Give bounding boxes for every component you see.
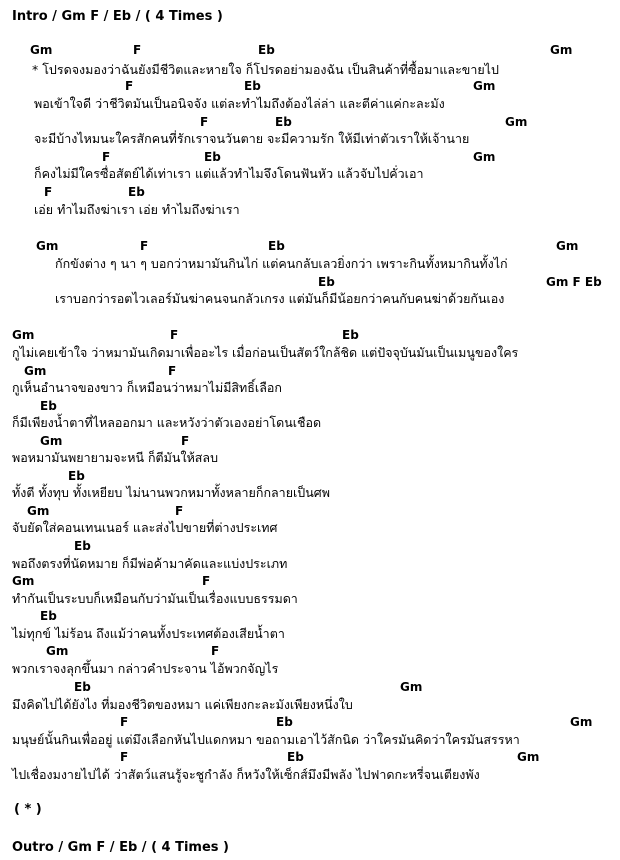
chord-label: Gm bbox=[556, 239, 579, 253]
chord-label: Gm bbox=[570, 715, 593, 729]
chord-label: F bbox=[211, 644, 220, 658]
chord-label: Eb bbox=[40, 399, 57, 413]
chord-label: Gm bbox=[473, 150, 496, 164]
chord-label: Gm bbox=[550, 43, 573, 57]
intro-line: Intro / Gm F / Eb / ( 4 Times ) bbox=[12, 9, 223, 24]
lyric-line: มนุษย์นั้นกินเพื่ออยู่ แต่มึงเลือกหันไปแดกหมา ขอถามเอาไว้สักนิด ว่าใครมันคิดว่าใครมันสรรหา bbox=[12, 732, 520, 747]
outro-line: Outro / Gm F / Eb / ( 4 Times ) bbox=[12, 840, 230, 855]
chord-label: Gm bbox=[40, 434, 63, 448]
chord-label: Gm bbox=[24, 364, 47, 378]
chord-label: F bbox=[181, 434, 190, 448]
chord-label: F bbox=[200, 115, 209, 129]
chord-label: F bbox=[133, 43, 142, 57]
lyric-line: พอเข้าใจดี ว่าชีวิตมันเป็นอนิจจัง แต่ละทำไมถึงต้องไล่ล่า และตีค่าแค่กะละมัง bbox=[34, 96, 445, 111]
chord-label: Gm bbox=[46, 644, 69, 658]
lyric-line: พอถึงตรงที่นัดหมาย ก็มีพ่อค้ามาคัดและแบ่งประเภท bbox=[12, 556, 288, 571]
lyric-line: เราบอกว่ารอตไวเลอร์มันฆ่าคนจนกลัวเกรง แต่มันก็มีน้อยกว่าคนกับคนฆ่าด้วยกันเอง bbox=[55, 291, 505, 306]
lyric-line: กูเห็นอำนาจของขาว ก็เหมือนว่าหมาไม่มีสิทธิ์เลือก bbox=[12, 380, 282, 395]
chord-label: Gm bbox=[505, 115, 528, 129]
chord-label: Eb bbox=[74, 539, 91, 553]
chord-label: F bbox=[168, 364, 177, 378]
chord-label: F bbox=[120, 750, 129, 764]
chord-label: Gm bbox=[517, 750, 540, 764]
chord-label: Eb bbox=[276, 715, 293, 729]
chord-label: Eb bbox=[268, 239, 285, 253]
lyric-line: จะมีบ้างไหมนะใครสักคนที่รักเราจนวันตาย จะมีความรัก ให้มีเท่าตัวเราให้เจ้านาย bbox=[34, 131, 470, 146]
chord-label: Gm bbox=[12, 574, 35, 588]
chord-label: Eb bbox=[244, 79, 261, 93]
lyric-line: พอหมามันพยายามจะหนี ก็ตีมันให้สลบ bbox=[12, 450, 219, 465]
chord-label: Eb bbox=[287, 750, 304, 764]
lyric-line: เอ่ย ทำไมถึงฆ่าเรา เอ่ย ทำไมถึงฆ่าเรา bbox=[34, 202, 240, 217]
lyric-line: พวกเราจงลุกขึ้นมา กล่าวคำประจาน ไอ้พวกจัญไร bbox=[12, 661, 279, 676]
chord-label: Gm bbox=[473, 79, 496, 93]
chorus-repeat-marker: ( * ) bbox=[14, 802, 42, 817]
lyric-line: ไปเชื่องมงายไปได้ ว่าสัตว์แสนรู้จะชูกำลัง ก็หวังให้เซ็กส์มึงมีพลัง ไปฟาดกะหรี่จนเตียงพัง bbox=[12, 767, 480, 782]
chord-label: Eb bbox=[128, 185, 145, 199]
chord-label: F bbox=[140, 239, 149, 253]
chord-label: Eb bbox=[204, 150, 221, 164]
chord-label: Gm bbox=[27, 504, 50, 518]
lyric-line: ทั้งตี ทั้งทุบ ทั้งเหยียบ ไม่นานพวกหมาทั้งหลายก็กลายเป็นศพ bbox=[12, 485, 330, 500]
chord-label: Gm bbox=[400, 680, 423, 694]
chord-label: F bbox=[120, 715, 129, 729]
lyric-line: ไม่ทุกข์ ไม่ร้อน ถึงแม้ว่าคนทั้งประเทศต้องเสียน้ำตา bbox=[12, 626, 285, 641]
lyric-line: ก็มีเพียงน้ำตาที่ไหลออกมา และหวังว่าตัวเองอย่าโดนเชือด bbox=[12, 415, 322, 430]
chord-label: F bbox=[102, 150, 111, 164]
lyric-line: มึงคิดไปได้ยังไง ที่มองชีวิตของหมา แค่เพียงกะละมังเพียงหนึ่งใบ bbox=[12, 697, 353, 712]
chord-label: F bbox=[202, 574, 211, 588]
chord-label: Eb bbox=[258, 43, 275, 57]
lyric-line: จับยัดใส่คอนเทนเนอร์ และส่งไปขายที่ต่างประเทศ bbox=[12, 520, 278, 535]
lyric-line: ทำกันเป็นระบบก็เหมือนกับว่ามันเป็นเรื่องแบบธรรมดา bbox=[12, 591, 298, 606]
chord-label: F bbox=[175, 504, 184, 518]
chord-label: Eb bbox=[68, 469, 85, 483]
chord-label: Eb bbox=[318, 275, 335, 289]
chord-label: Eb bbox=[74, 680, 91, 694]
chord-label: Eb bbox=[275, 115, 292, 129]
chord-label: Gm F Eb bbox=[546, 275, 602, 289]
lyric-line: ก็คงไม่มีใครซื่อสัตย์ได้เท่าเรา แต่แล้วทำไมจึงโดนฟันหัว แล้วจับไปคั่วเอา bbox=[34, 166, 424, 181]
chord-label: Eb bbox=[40, 609, 57, 623]
chord-label: Gm bbox=[30, 43, 53, 57]
lyric-line: * โปรดจงมองว่าฉันยังมีชีวิตและหายใจ ก็โปรดอย่ามองฉัน เป็นสินค้าที่ซื้อมาและขายไป bbox=[32, 62, 499, 77]
chord-label: F bbox=[125, 79, 134, 93]
lyric-line: กูไม่เคยเข้าใจ ว่าหมามันเกิดมาเพื่ออะไร เมื่อก่อนเป็นสัตว์ใกล้ชิด แต่ปัจจุบันมันเป็นเมนูของใคร bbox=[12, 345, 519, 360]
chord-label: Gm bbox=[12, 328, 35, 342]
chord-label: Eb bbox=[342, 328, 359, 342]
lyric-line: กักขังต่าง ๆ นา ๆ บอกว่าหมามันกินไก่ แต่คนกลับเลวยิ่งกว่า เพราะกินทั้งหมากินทั้งไก่ bbox=[55, 256, 508, 271]
chord-label: F bbox=[170, 328, 179, 342]
chord-label: Gm bbox=[36, 239, 59, 253]
chord-label: F bbox=[44, 185, 53, 199]
